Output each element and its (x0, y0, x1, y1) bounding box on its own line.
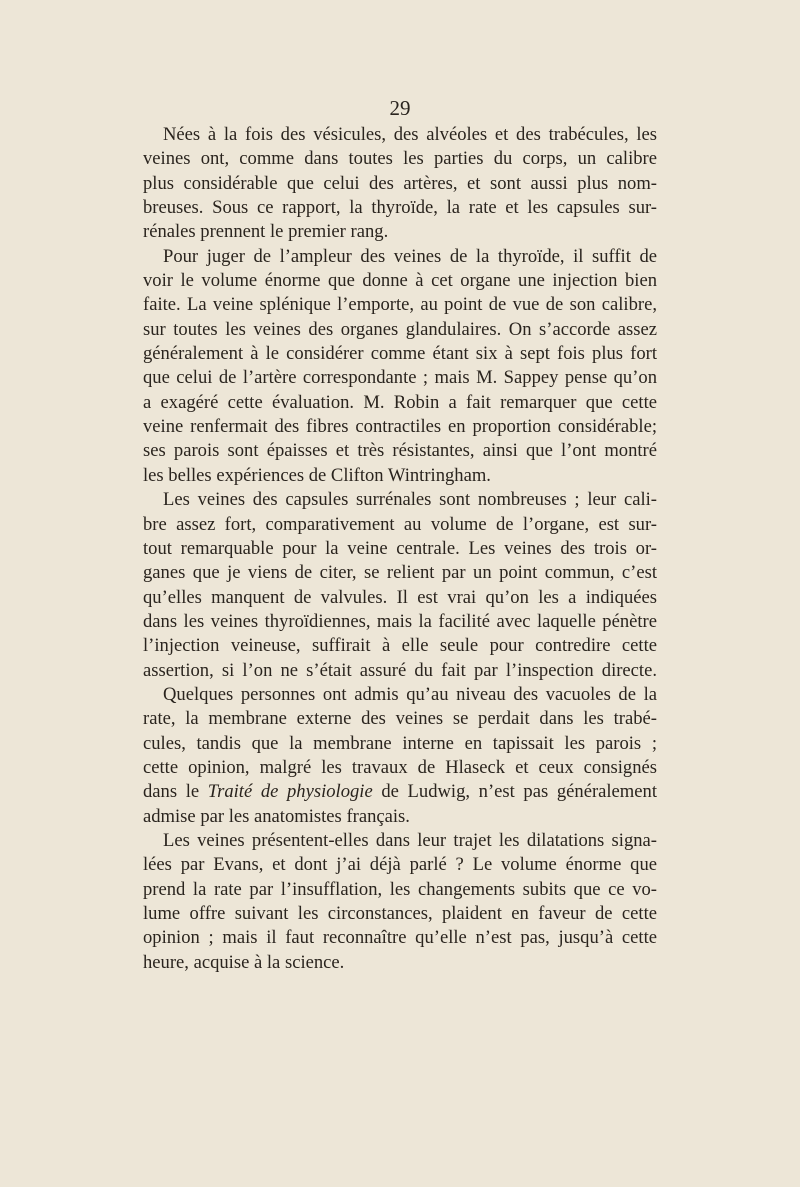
text-line: Les veines présentent-elles dans leur trajet les dilatations signa- (163, 829, 657, 851)
text-line: généralement à le considérer comme étant six à sept fois plus fort (143, 343, 657, 365)
text-line: assertion, si l’on ne s’était assuré du fait par l’inspection directe. (143, 659, 657, 681)
text-line: rate, la membrane externe des veines se perdait dans les trabé- (143, 708, 657, 730)
text-line: sur toutes les veines des organes glandulaires. On s’accorde assez (143, 318, 657, 340)
page-number: 29 (389, 96, 411, 120)
text-line: qu’elles manquent de valvules. Il est vrai qu’on les a indiquées (143, 586, 657, 608)
text-line (143, 780, 657, 804)
text-segment: de Ludwig, n’est pas généralement (372, 781, 657, 803)
text-line: ses parois sont épaisses et très résistantes, ainsi que l’ont montré (143, 440, 657, 462)
text-line: dans les veines thyroïdiennes, mais la facilité avec laquelle pénètre (143, 610, 657, 632)
text-line: lées par Evans, et dont j’ai déjà parlé ? Le volume énorme que (143, 854, 657, 876)
text-line: heure, acquise à la science. (143, 951, 345, 973)
text-line: que celui de l’artère correspondante ; mais M. Sappey pense qu’on (143, 367, 657, 389)
text-line: l’injection veineuse, suffirait à elle seule pour contredire cette (143, 635, 657, 657)
text-line: cules, tandis que la membrane interne en tapissait les parois ; (143, 732, 657, 754)
text-line: opinion ; mais il faut reconnaître qu’elle n’est pas, jusqu’à cette (143, 927, 657, 949)
text-line: admise par les anatomistes français. (143, 805, 410, 827)
body-text (143, 123, 657, 975)
text-line: a exagéré cette évaluation. M. Robin a fait remarquer que cette (143, 391, 657, 413)
text-line: lume offre suivant les circonstances, plaident en faveur de cette (143, 903, 657, 924)
text-line: ganes que je viens de citer, se relient par un point commun, c’est (143, 562, 657, 584)
text-line: voir le volume énorme que donne à cet organe une injection bien (143, 270, 657, 292)
text-line: les belles expériences de Clifton Wintringham. (143, 464, 491, 486)
text-line: breuses. Sous ce rapport, la thyroïde, la rate et les capsules sur- (143, 197, 657, 219)
text-line: Quelques personnes ont admis qu’au niveau des vacuoles de la (163, 683, 657, 705)
text-line: Les veines des capsules surrénales sont nombreuses ; leur cali- (163, 489, 657, 511)
text-line: Nées à la fois des vésicules, des alvéoles et des trabécules, les (163, 124, 657, 145)
text-line: tout remarquable pour la veine centrale. Les veines des trois or- (143, 537, 657, 559)
text-segment: dans le (143, 781, 208, 803)
text-line: bre assez fort, comparativement au volume de l’organe, est sur- (143, 513, 657, 535)
text-line: veines ont, comme dans toutes les parties du corps, un calibre (143, 148, 657, 170)
book-title-italic: Traité de physiologie (207, 781, 373, 803)
text-line: Pour juger de l’ampleur des veines de la thyroïde, il suffit de (163, 245, 657, 267)
text-line: veine renfermait des fibres contractiles en proportion considérable; (143, 416, 657, 438)
text-line: faite. La veine splénique l’emporte, au point de vue de son calibre, (143, 294, 657, 316)
text-line: prend la rate par l’insufflation, les changements subits que ce vo- (143, 878, 657, 900)
text-line: cette opinion, malgré les travaux de Hlaseck et ceux consignés (143, 756, 657, 778)
text-line: plus considérable que celui des artères, et sont aussi plus nom- (143, 172, 657, 194)
text-line: rénales prennent le premier rang. (143, 221, 389, 243)
